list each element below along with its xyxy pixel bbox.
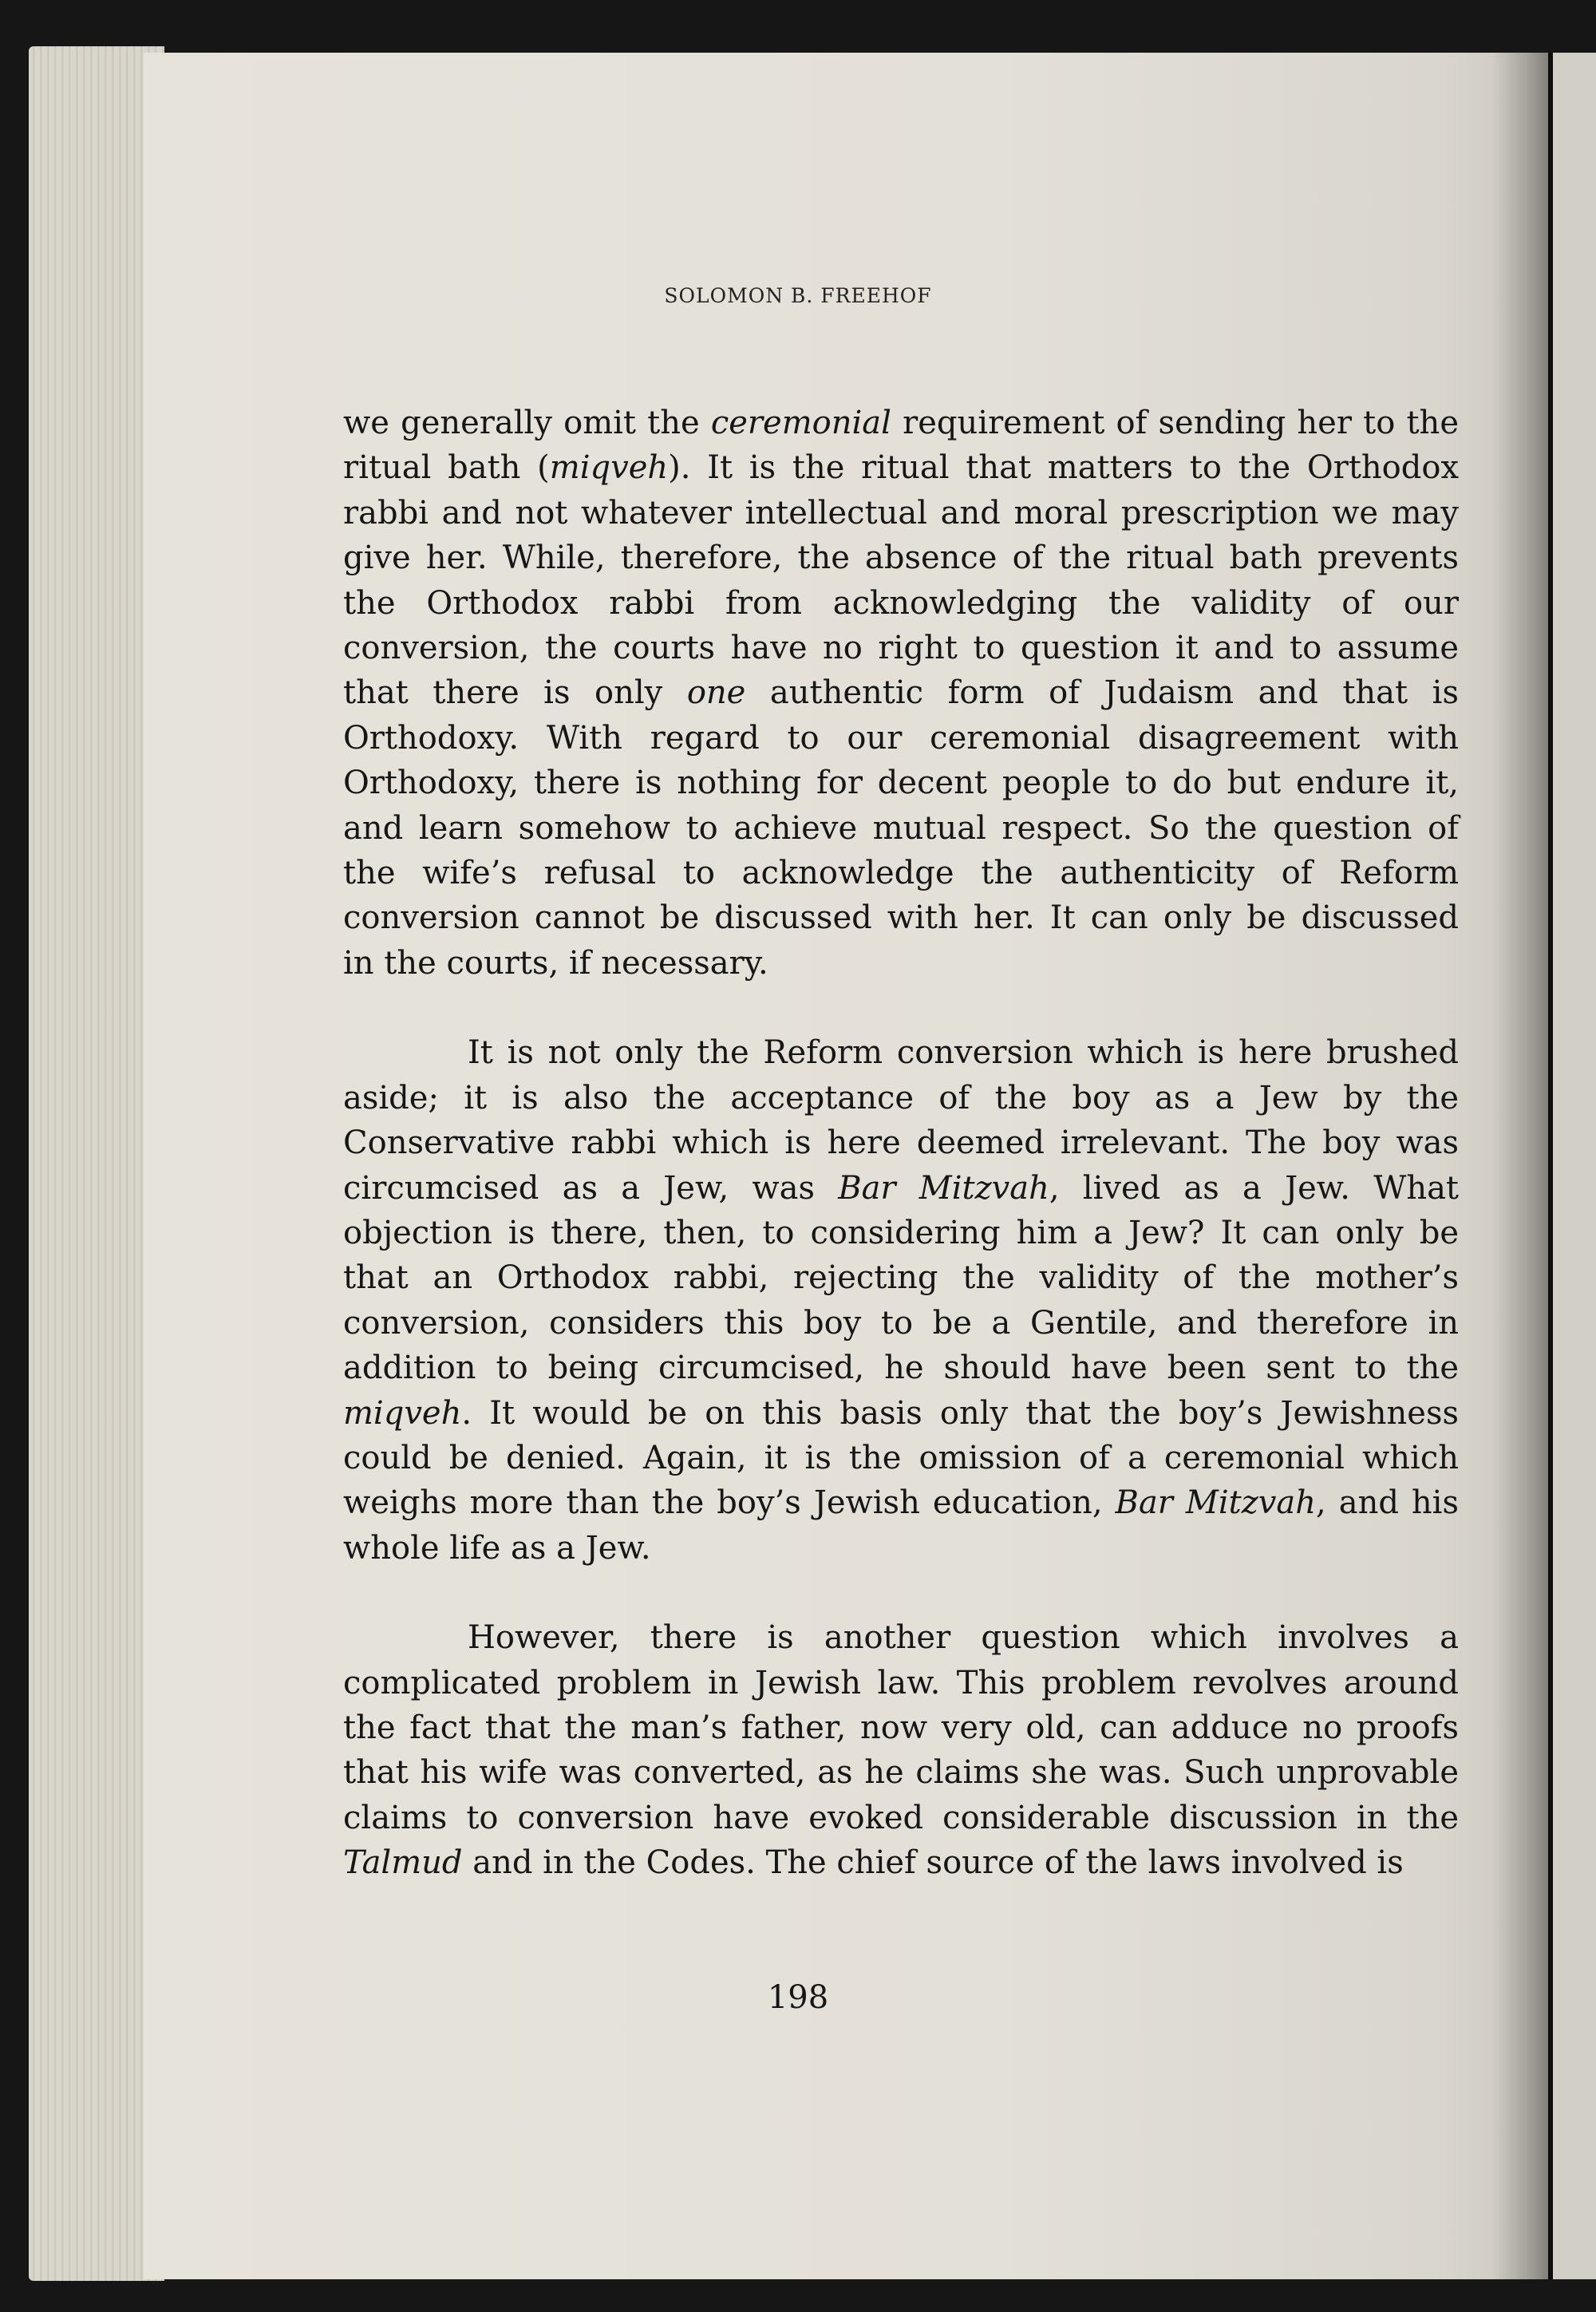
text-line: conversion cannot be discussed with her. It can only be discussed xyxy=(343,899,1459,937)
text-line: aside; it is also the acceptance of the boy as a Jew by the xyxy=(343,1079,1459,1116)
text-line: could be denied. Again, it is the omission of a ceremonial which xyxy=(343,1439,1459,1476)
italic-term: Bar Mitzvah xyxy=(838,1169,1049,1207)
text-line: the fact that the man’s father, now very old, can adduce no proofs xyxy=(343,1709,1459,1746)
italic-term: one xyxy=(686,674,746,712)
text-line: ritual bath (miqveh). It is the ritual that matters to the Orthodox xyxy=(343,449,1460,487)
text-line: Orthodoxy. With regard to our ceremonial disagreement with xyxy=(343,719,1459,757)
text-line: whole life as a Jew. xyxy=(343,1529,651,1567)
text-line: objection is there, then, to considering him a Jew? It can only be xyxy=(343,1214,1459,1251)
text-line: that there is only one authentic form of Judaism and that is xyxy=(343,674,1459,712)
text-line: that his wife was converted, as he claims she was. Such unprovable xyxy=(343,1754,1459,1792)
body-text xyxy=(343,401,1459,1886)
running-header: SOLOMON B. FREEHOF xyxy=(664,284,932,307)
italic-term: Talmud xyxy=(343,1844,463,1882)
text-line: complicated problem in Jewish law. This problem revolves around xyxy=(343,1664,1459,1701)
text-line: Talmud and in the Codes. The chief source of the laws involved is xyxy=(343,1844,1404,1882)
text-line: circumcised as a Jew, was Bar Mitzvah, lived as a Jew. What xyxy=(343,1169,1460,1207)
text-line: Orthodoxy, there is nothing for decent people to do but endure it, xyxy=(343,765,1459,802)
italic-term: miqveh xyxy=(549,449,669,487)
paragraph xyxy=(343,1030,1459,1571)
text-line: conversion, the courts have no right to question it and to assume xyxy=(343,630,1459,667)
italic-term: ceremonial xyxy=(710,405,891,441)
text-line: in the courts, if necessary. xyxy=(343,944,768,982)
text-line: that an Orthodox rabbi, rejecting the validity of the mother’s xyxy=(343,1259,1459,1297)
text-line: give her. While, therefore, the absence of the ritual bath prevents xyxy=(343,539,1459,577)
text-line: the wife’s refusal to acknowledge the authenticity of Reform xyxy=(343,855,1459,892)
italic-term: miqveh xyxy=(343,1394,462,1432)
text-line: claims to conversion have evoked considerable discussion in the xyxy=(343,1799,1459,1836)
paragraph xyxy=(343,401,1459,986)
text-line: However, there is another question which involves a xyxy=(468,1619,1459,1657)
text-line: Conservative rabbi which is here deemed irrelevant. The boy was xyxy=(343,1124,1459,1162)
text-line: conversion, considers this boy to be a Gentile, and therefore in xyxy=(343,1304,1459,1342)
text-line: and learn somehow to achieve mutual respect. So the question of xyxy=(343,809,1459,847)
text-line: weighs more than the boy’s Jewish education, Bar Mitzvah, and his xyxy=(343,1484,1460,1522)
spine-shadow xyxy=(1492,53,1548,2279)
text-line: the Orthodox rabbi from acknowledging the validity of our xyxy=(343,584,1459,622)
paragraph xyxy=(343,1615,1459,1885)
text-line: addition to being circumcised, he should have been sent to the xyxy=(343,1350,1459,1387)
italic-term: Bar Mitzvah xyxy=(1115,1484,1317,1522)
text-line: rabbi and not whatever intellectual and moral prescription we may xyxy=(343,494,1459,532)
text-line: It is not only the Reform conversion which is here brushed xyxy=(468,1034,1459,1072)
page-number: 198 xyxy=(767,1979,829,2016)
facing-page-edge xyxy=(1548,53,1596,2279)
text-line: miqveh. It would be on this basis only that the boy’s Jewishness xyxy=(343,1394,1459,1432)
text-line: we generally omit the ceremonial requirement of sending her to the xyxy=(343,405,1459,441)
